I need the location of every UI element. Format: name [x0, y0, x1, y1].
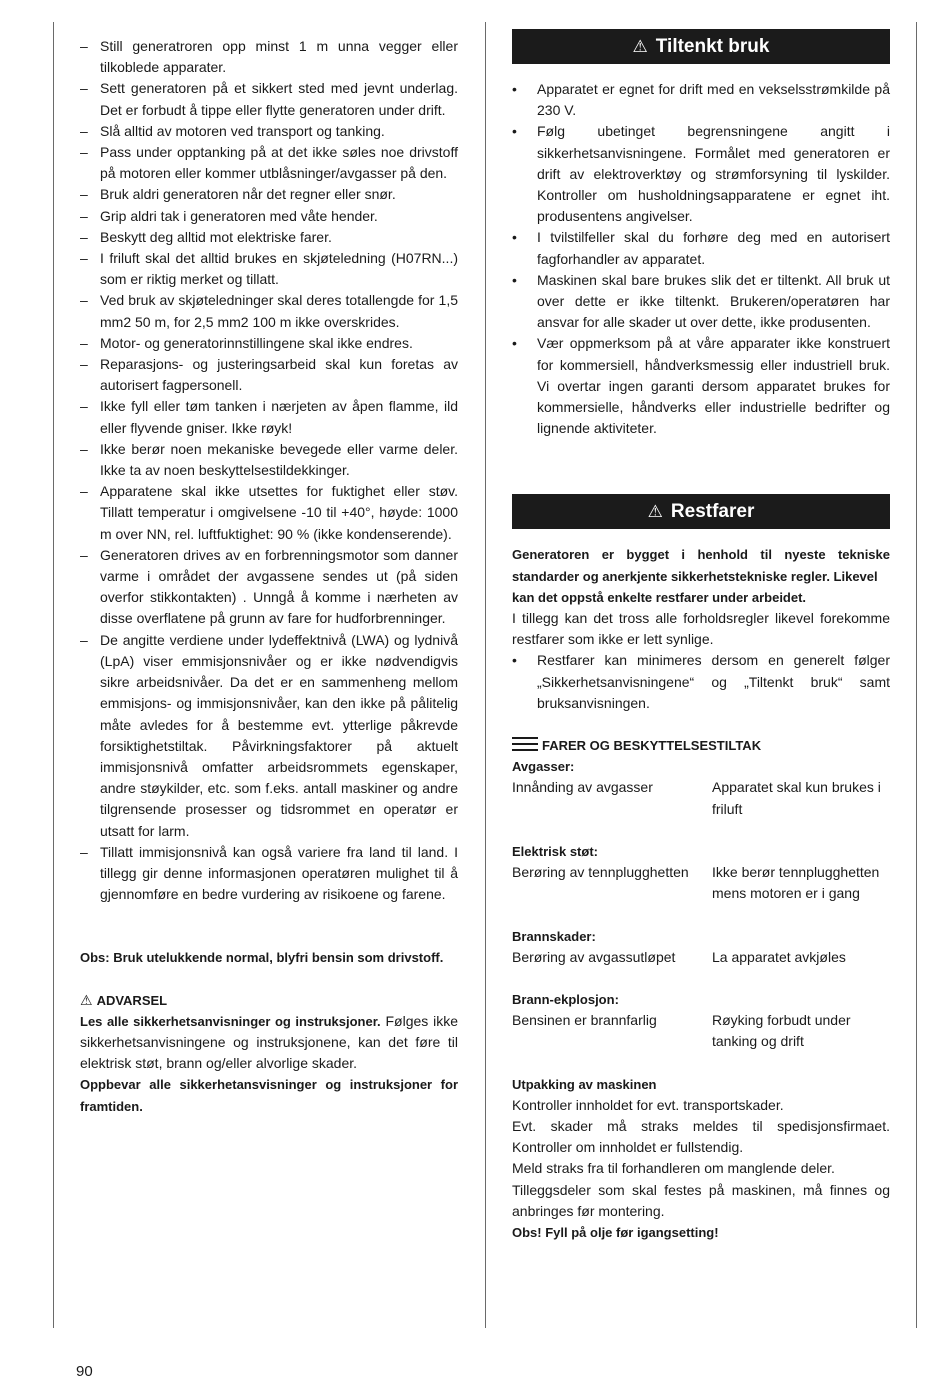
list-item: • Følg ubetinget begrensningene angitt i sikkerhetsanvisningene. Formålet med generatoren er drift av elektroverktøy og strømforsyning til lyskilder. Kontroller om husholdningsapparatene er egnet iht. produsentens angivelser.	[512, 121, 890, 227]
list-item: • Vær oppmerksom på at våre apparater ikke konstruert for kommersiell, håndverksmessig eller industriell bruk. Vi overtar ingen garanti dersom apparatet brukes for kommersielle, håndverks eller industrielle bedrifter og lignende aktiviteter.	[512, 333, 890, 439]
list-item: – Still generatroren opp minst 1 m unna vegger eller tilkoblede apparater.	[80, 36, 458, 78]
hazards-heading	[512, 735, 890, 756]
tiltenkt-bruk-header	[512, 29, 890, 64]
right-column	[512, 29, 890, 1243]
center-divider-line	[485, 22, 486, 1328]
hazard-heading: Brannskader:	[512, 928, 596, 944]
list-item: – Beskytt deg alltid mot elektriske farer.	[80, 227, 458, 248]
list-item: – De angitte verdiene under lydeffektnivå (LWA) og lydnivå (LpA) viser emmisjonsnivåer og er ikke nødvendigvis sikre arbeidsnivåer. Da det er en sammenheng mellom emmisjons- og immisjonsnivåer, kan den ikke på pålitelig måte avledes for å bestemme evt. ytterlige påkrevde forsiktighetstiltak. Påvirkningsfaktorer på aktuelt immisjonsnivå omfatter arbeidsrommets egenskaper, andre støykilder, etc. som f.eks. antall maskiner og andre tilgrensende prosesser og tidsrommet en operatør er utsatt for larm.	[80, 630, 458, 842]
unpacking-line: Meld straks fra til forhandleren om manglende deler.	[512, 1160, 835, 1177]
restfarer-header	[512, 494, 890, 529]
hazard-row	[512, 862, 890, 904]
list-item: • Restfarer kan minimeres dersom en generelt følger „Sikkerhetsanvisningene“ og „Tiltenkt bruk“ samt bruksanvisningen.	[512, 650, 890, 714]
tiltenkt-bruk-title: Tiltenkt bruk	[655, 35, 770, 57]
hazard-row	[512, 947, 890, 968]
intended-use-list	[512, 79, 890, 439]
hazard-measure: Ikke berør tennplugghetten mens motoren er i gang	[712, 864, 880, 902]
left-column	[80, 36, 458, 1117]
restfarer-bold-intro: Generatoren er bygget i henhold til nyeste tekniske standarder og anerkjente sikkerhetstekniske regler. Likevel	[512, 547, 890, 584]
list-item: – Ikke berør noen mekaniske bevegede eller varme deler. Ikke ta av noen beskyttelsestildekkinger.	[80, 439, 458, 481]
list-item: – Motor- og generatorinnstillingene skal ikke endres.	[80, 333, 458, 354]
hazard-row	[512, 1010, 890, 1052]
left-margin-line	[53, 22, 54, 1328]
warning-paragraph	[80, 1011, 458, 1075]
restfarer-title: Restfarer	[670, 501, 755, 523]
list-lines-icon	[512, 737, 538, 751]
warning-title: ADVARSEL	[96, 992, 168, 1008]
list-item: • I tvilstilfeller skal du forhøre deg med en autorisert fagforhandler av apparatet.	[512, 227, 890, 269]
list-item: – I friluft skal det alltid brukes en skjøteledning (H07RN...) som er riktig merket og tillatt.	[80, 248, 458, 290]
restfarer-text: I tillegg kan det tross alle forholdsregler likevel forekomme restfarer som ikke er lett synlige.	[512, 610, 890, 648]
hazard-measure: La apparatet avkjøles	[712, 948, 846, 965]
oil-note: Obs! Fyll på olje før igangsetting!	[512, 1224, 719, 1240]
list-item: • Apparatet er egnet for drift med en vekselsstrømkilde på 230 V.	[512, 79, 890, 121]
hazard-heading: Elektrisk støt:	[512, 843, 598, 859]
warning-body-text: Følges ikke sikkerhetsanvisningene og instruksjonene, kan det føre til elektrisk støt, brann og/eller alvorlige skader.	[80, 1012, 458, 1072]
unpacking-heading: Utpakking av maskinen	[512, 1076, 657, 1092]
list-item: • Maskinen skal bare brukes slik det er tiltenkt. All bruk ut over dette er ikke tiltenkt. Brukeren/operatøren har ansvar for alle skader ut over dette, ikke produsenten.	[512, 270, 890, 334]
list-item: – Apparatene skal ikke utsettes for fuktighet eller støv. Tillatt temperatur i omgivelsene -10 til +40°, høyde: 1000 m over NN, rel. luftfuktighet: 90 % (ikke kondenserende).	[80, 481, 458, 545]
warning-bold-text: Les alle sikkerhetsanvisninger og instruksjoner.	[80, 1013, 381, 1029]
hazard-cause: Innånding av avgasser	[512, 779, 653, 796]
list-item: – Bruk aldri generatoren når det regner eller snør.	[80, 184, 458, 205]
list-item: – Grip aldri tak i generatoren med våte hender.	[80, 206, 458, 227]
list-item: – Ikke fyll eller tøm tanken i nærjeten av åpen flamme, ild eller flyvende gniser. Ikke røyk!	[80, 396, 458, 438]
hazard-cause: Berøring av tennplugghetten	[512, 864, 689, 881]
residual-risk-list	[512, 650, 890, 714]
list-item: – Ved bruk av skjøteledninger skal deres totallengde for 1,5 mm2 50 m, for 2,5 mm2 100 m ikke overskrides.	[80, 290, 458, 332]
right-margin-line	[916, 22, 917, 1328]
hazard-row	[512, 777, 890, 819]
unpacking-line: Tilleggsdeler som skal festes på maskinen, må finnes og anbringes før montering.	[512, 1181, 890, 1219]
hazard-measure: Apparatet skal kun brukes i friluft	[712, 779, 881, 817]
safety-instructions-list	[80, 36, 458, 905]
unpacking-line: Kontroller innholdet for evt. transportskader.	[512, 1096, 784, 1113]
list-item: – Generatoren drives av en forbrenningsmotor som danner varme i området der avgassene sendes ut (på siden overfor stikkontakten) . Unngå å komme i nærheten av disse overflatene på grunn av fare for hudforbrenninger.	[80, 545, 458, 630]
warning-triangle-icon: ⚠	[80, 991, 93, 1008]
warning-keep-text: Oppbevar alle sikkerhetansvisninger og instruksjoner for framtiden.	[80, 1077, 458, 1114]
list-item: – Sett generatoren på et sikkert sted med jevnt underlag. Det er forbudt å tippe eller flytte generatoren under drift.	[80, 78, 458, 120]
warning-triangle-icon: ⚠	[632, 36, 648, 56]
hazard-heading: Avgasser:	[512, 759, 575, 775]
warning-triangle-icon: ⚠	[647, 502, 663, 522]
hazard-measure: Røyking forbudt under tanking og drift	[712, 1012, 851, 1050]
list-item: – Slå alltid av motoren ved transport og tanking.	[80, 121, 458, 142]
list-item: – Reparasjons- og justeringsarbeid skal kun foretas av autorisert fagpersonell.	[80, 354, 458, 396]
list-item: – Pass under opptanking på at det ikke søles noe drivstoff på motoren eller kommer utblåsninger/avgasser på den.	[80, 142, 458, 184]
hazards-title: FARER OG BESKYTTELSESTILTAK	[542, 738, 762, 754]
hazard-cause: Berøring av avgassutløpet	[512, 948, 676, 965]
restfarer-bold-intro-2: kan det oppstå enkelte restfarer under arbeidet.	[512, 589, 807, 605]
fuel-note: Obs: Bruk utelukkende normal, blyfri bensin som drivstoff.	[80, 950, 444, 966]
page-number: 90	[76, 1363, 93, 1380]
hazard-cause: Bensinen er brannfarlig	[512, 1012, 657, 1029]
unpacking-line: Evt. skader må straks meldes til spedisjonsfirmaet. Kontroller om innholdet er fullstendig.	[512, 1117, 890, 1156]
hazard-heading: Brann-ekplosjon:	[512, 991, 619, 1007]
warning-heading	[80, 990, 458, 1011]
list-item: – Tillatt immisjonsnivå kan også variere fra land til land. I tillegg gir denne informasjonen operatøren mulighet til å gjennomføre en bedre vurdering av risikoene og farene.	[80, 842, 458, 906]
